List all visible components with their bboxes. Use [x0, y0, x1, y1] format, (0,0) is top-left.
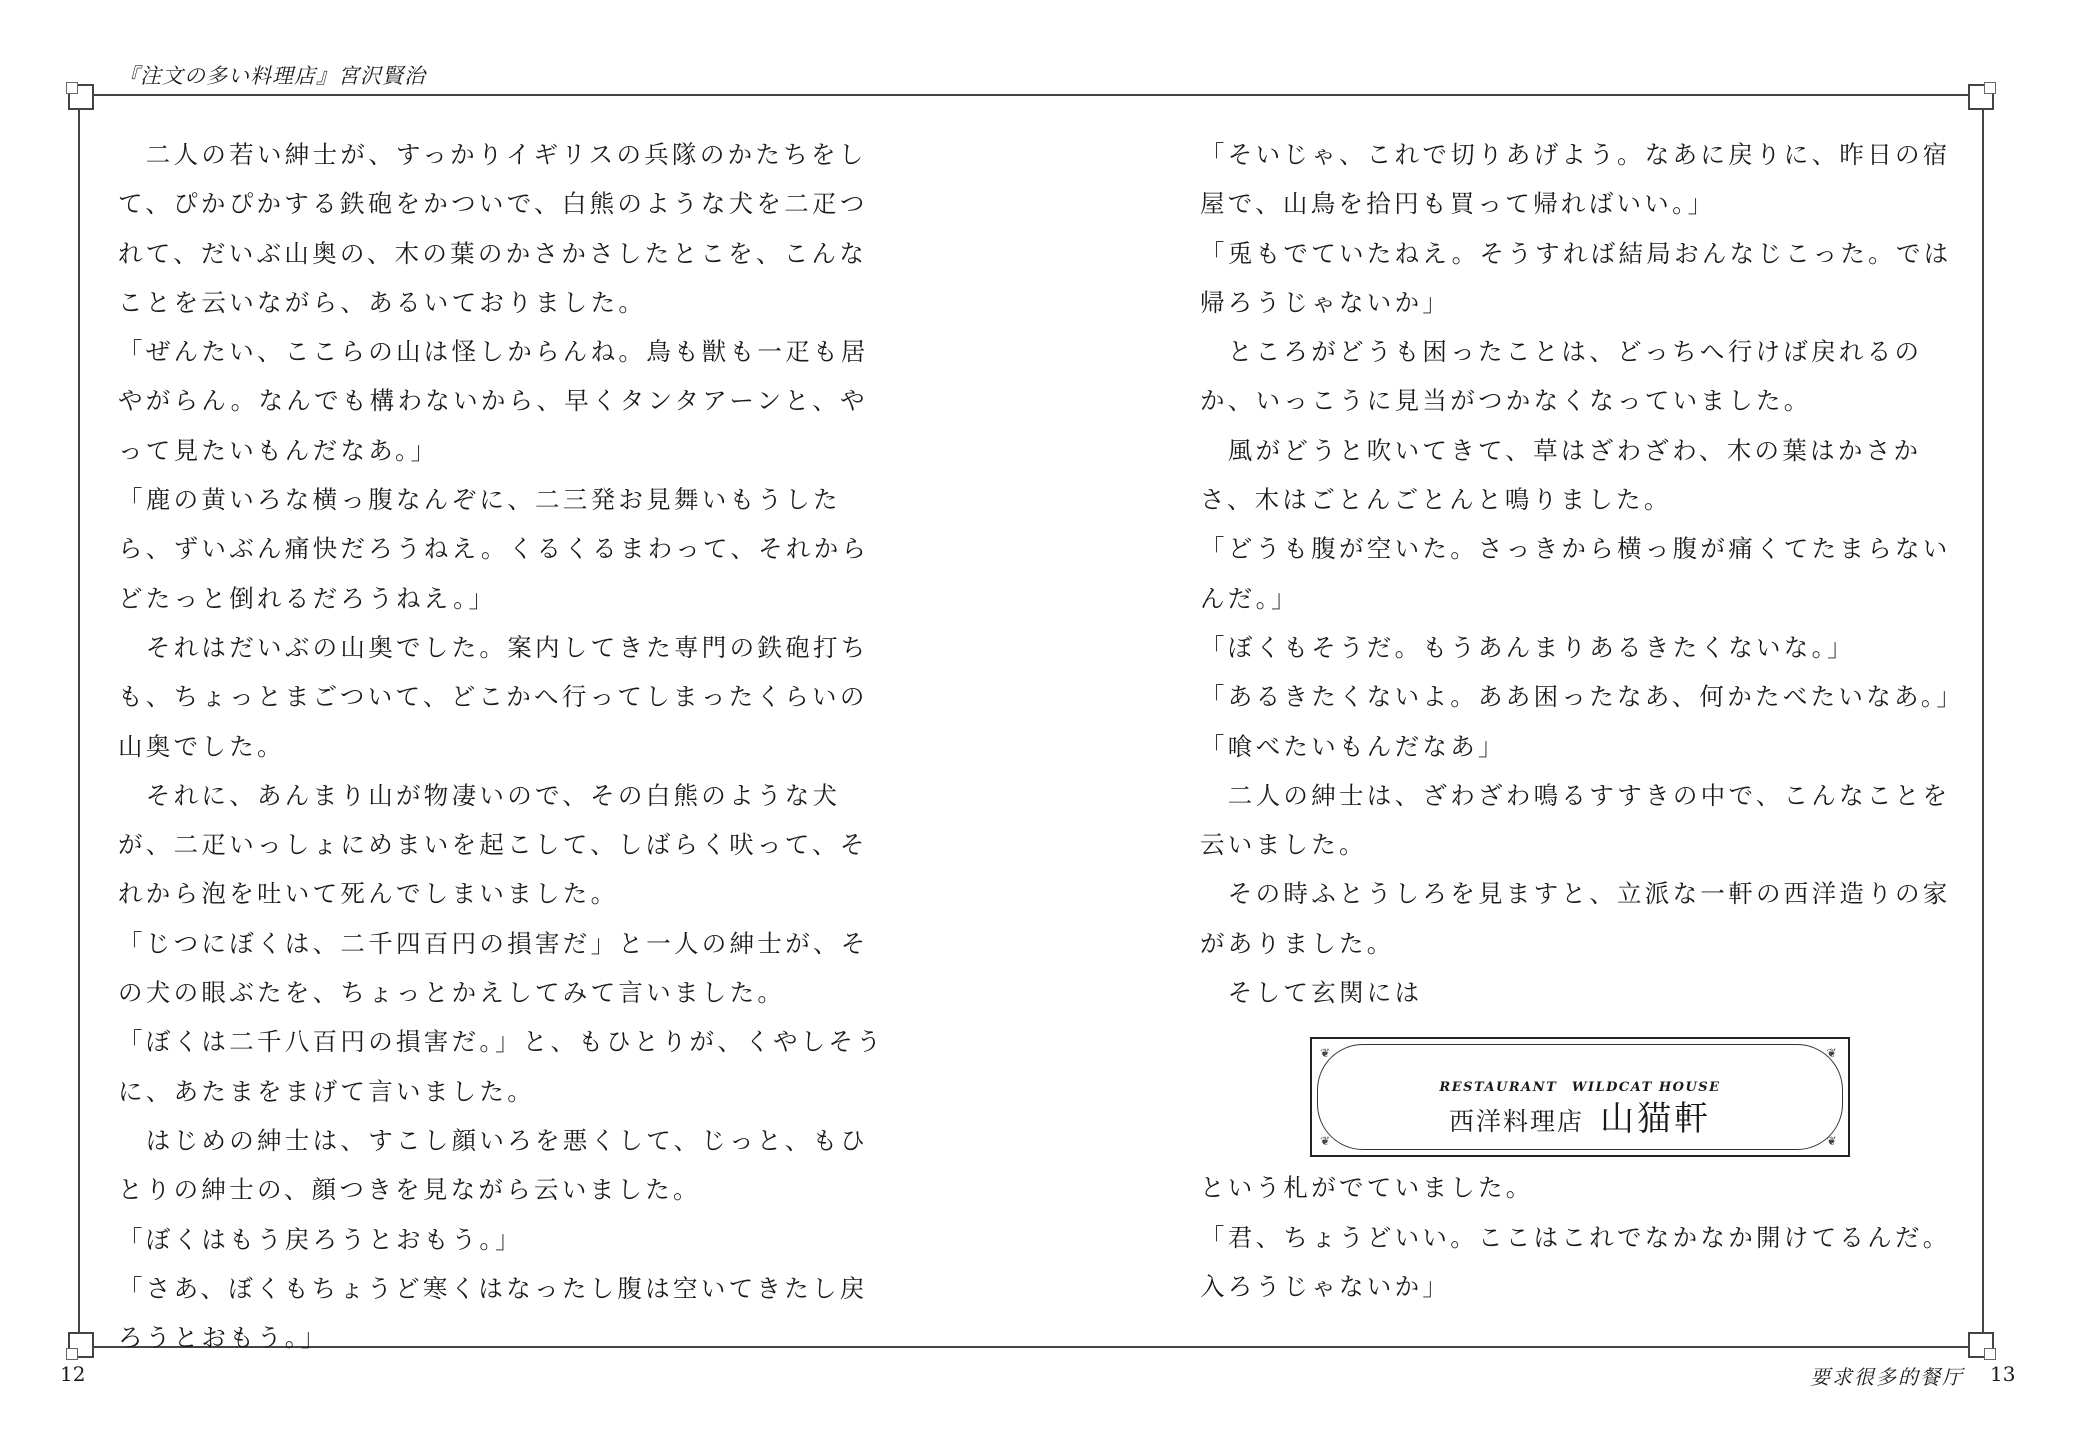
frame-corner-ornament — [1968, 84, 1994, 110]
sign-japanese-text — [1312, 1095, 1848, 1149]
ornament-icon: ❦ — [1826, 1134, 1840, 1149]
paragraph: という札がでていました。 — [1200, 1173, 1534, 1203]
restaurant-signboard — [1310, 1037, 1850, 1157]
paragraph: 「あるきたくないよ。ああ困ったなあ、何かたべたいなあ。」 — [1200, 682, 1965, 712]
ornament-icon: ❦ — [1826, 1046, 1840, 1061]
book-header-title: 『注文の多い料理店』宮沢賢治 — [118, 64, 426, 88]
paragraph: 風がどうと吹いてきて、草はざわざわ、木の葉はかさかさ、木はごとんごとんと鳴りました。 — [1200, 435, 1922, 515]
left-page-text — [118, 130, 893, 1362]
paragraph: それに、あんまり山が物凄いので、その白熊のような犬が、二疋いっしょにめまいを起こして、しばらく吠って、それから泡を吐いて死んでしまいました。 — [118, 780, 868, 909]
footer-title: 要求很多的餐厅 — [1810, 1365, 1964, 1389]
sign-subtitle: 西洋料理店 — [1448, 1107, 1584, 1137]
ornament-icon: ❦ — [1320, 1134, 1334, 1149]
paragraph: 「そいじゃ、これで切りあげよう。なあに戻りに、昨日の宿屋で、山鳥を拾円も買って帰ればいい。」 — [1200, 140, 1951, 219]
paragraph: ところがどうも困ったことは、どっちへ行けば戻れるのか、いっこうに見当がつかなくなっていました。 — [1200, 337, 1923, 416]
paragraph: 「兎もでていたねえ。そうすれば結局おんなじこった。では帰ろうじゃないか」 — [1200, 238, 1952, 317]
sign-english-text: RESTAURANT WILDCAT HOUSE — [1439, 1080, 1721, 1096]
page-number-right: 13 — [1990, 1362, 2016, 1386]
sign-restaurant-name: 山猫軒 — [1600, 1099, 1711, 1140]
right-page-text — [1200, 130, 1975, 1311]
frame-corner-ornament — [68, 1332, 94, 1358]
paragraph: 「喰べたいもんだなあ」 — [1200, 731, 1506, 761]
paragraph: そして玄関には — [1200, 978, 1423, 1008]
page-number-left: 12 — [60, 1362, 86, 1386]
paragraph: 「ぼくはもう戻ろうとおもう。」 — [118, 1224, 523, 1254]
paragraph: 二人の若い紳士が、すっかりイギリスの兵隊のかたちをして、ぴかぴかする鉄砲をかついで、白熊のような犬を二疋つれて、だいぶ山奥の、木の葉のかさかさしたとこを、こんなことを云いながら、あるいておりました。 — [118, 140, 868, 317]
frame-corner-ornament — [68, 84, 94, 110]
restaurant-sign-area — [1200, 1017, 1975, 1163]
paragraph: 二人の紳士は、ざわざわ鳴るすすきの中で、こんなことを云いました。 — [1200, 780, 1951, 860]
paragraph: その時ふとうしろを見ますと、立派な一軒の西洋造りの家がありました。 — [1200, 879, 1951, 958]
paragraph: はじめの紳士は、すこし顔いろを悪くして、じっと、もひとりの紳士の、顔つきを見ながら云いました。 — [118, 1125, 869, 1205]
frame-corner-ornament — [1968, 1332, 1994, 1358]
ornament-icon: ❦ — [1320, 1046, 1334, 1061]
paragraph: それはだいぶの山奥でした。案内してきた専門の鉄砲打ちも、ちょっとまごついて、どこかへ行ってしまったくらいの山奥でした。 — [118, 632, 869, 761]
paragraph: 「鹿の黄いろな横っ腹なんぞに、二三発お見舞いもうしたら、ずいぶん痛快だろうねえ。くるくるまわって、それからどたっと倒れるだろうねえ。」 — [118, 485, 870, 613]
paragraph: 「ぜんたい、ここらの山は怪しからんね。鳥も獣も一疋も居やがらん。なんでも構わないから、早くタンタアーンと、やって見たいもんだなあ。」 — [118, 337, 869, 465]
paragraph: 「どうも腹が空いた。さっきから横っ腹が痛くてたまらないんだ。」 — [1200, 534, 1951, 613]
paragraph: 「ぼくは二千八百円の損害だ。」と、もひとりが、くやしそうに、あたまをまげて言いました。 — [118, 1027, 885, 1106]
paragraph: 「さあ、ぼくもちょうど寒くはなったし腹は空いてきたし戻ろうとおもう。」 — [118, 1273, 868, 1353]
paragraph: 「ぼくもそうだ。もうあんまりあるきたくないな。」 — [1200, 632, 1855, 662]
paragraph: 「じつにぼくは、二千四百円の損害だ」と一人の紳士が、その犬の眼ぶたを、ちょっとかえしてみて言いました。 — [118, 928, 869, 1008]
paragraph: 「君、ちょうどいい。ここはこれでなかなか開けてるんだ。入ろうじゃないか」 — [1200, 1222, 1951, 1301]
